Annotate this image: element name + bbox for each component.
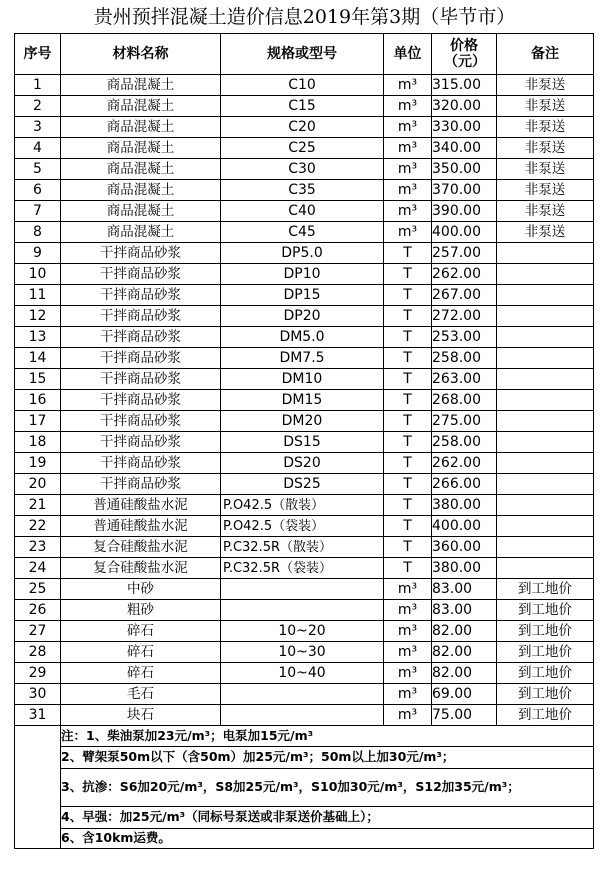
price: 400.00: [432, 222, 497, 243]
material-name: 商品混凝土: [61, 117, 221, 138]
table-row: [15, 684, 594, 705]
remark: [497, 411, 594, 432]
spec-model: C30: [221, 159, 384, 180]
material-name: 普通硅酸盐水泥: [61, 495, 221, 516]
row-number: 29: [15, 663, 61, 684]
price-table: [14, 33, 594, 849]
material-name: 商品混凝土: [61, 222, 221, 243]
material-name: 干拌商品砂浆: [61, 264, 221, 285]
unit: m³: [384, 642, 432, 663]
spec-model: DP10: [221, 264, 384, 285]
spec-model: DM20: [221, 411, 384, 432]
unit: T: [384, 348, 432, 369]
page-title: 贵州预拌混凝土造价信息2019年第3期（毕节市）: [93, 6, 516, 28]
table-row: [15, 453, 594, 474]
material-name: 商品混凝土: [61, 75, 221, 96]
spec-model: [221, 579, 384, 600]
remark: [497, 327, 594, 348]
price: 370.00: [432, 180, 497, 201]
material-name: 商品混凝土: [61, 138, 221, 159]
note-spacer: [15, 768, 61, 806]
note-row: [15, 828, 594, 849]
remark: 非泵送: [497, 96, 594, 117]
row-number: 13: [15, 327, 61, 348]
header-unit: 单位: [384, 34, 432, 75]
price: 315.00: [432, 75, 497, 96]
unit: T: [384, 453, 432, 474]
table-row: [15, 411, 594, 432]
material-name: 普通硅酸盐水泥: [61, 516, 221, 537]
table-row: [15, 159, 594, 180]
remark: 非泵送: [497, 201, 594, 222]
material-name: 毛石: [61, 684, 221, 705]
note-spacer: [15, 726, 61, 747]
row-number: 19: [15, 453, 61, 474]
note-text: 2、臂架泵50m以下（含50m）加25元/m³；50m以上加30元/m³；: [61, 746, 594, 768]
price: 380.00: [432, 558, 497, 579]
unit: m³: [384, 579, 432, 600]
remark: [497, 453, 594, 474]
note-text: 3、抗渗：S6加20元/m³，S8加25元/m³，S10加30元/m³，S12加35元/m³；: [61, 768, 594, 806]
price: 263.00: [432, 369, 497, 390]
unit: T: [384, 264, 432, 285]
row-number: 10: [15, 264, 61, 285]
material-name: 干拌商品砂浆: [61, 390, 221, 411]
price: 380.00: [432, 495, 497, 516]
row-number: 31: [15, 705, 61, 726]
header-note: 备注: [497, 34, 594, 75]
row-number: 27: [15, 621, 61, 642]
price: 350.00: [432, 159, 497, 180]
material-name: 干拌商品砂浆: [61, 243, 221, 264]
row-number: 8: [15, 222, 61, 243]
note-text: 6、含10km运费。: [61, 828, 594, 849]
price: 330.00: [432, 117, 497, 138]
remark: 非泵送: [497, 159, 594, 180]
note-text: 注：1、柴油泵加23元/m³；电泵加15元/m³: [61, 726, 594, 747]
material-name: 商品混凝土: [61, 201, 221, 222]
price: 262.00: [432, 264, 497, 285]
table-row: [15, 621, 594, 642]
price: 266.00: [432, 474, 497, 495]
spec-model: DM10: [221, 369, 384, 390]
header-price: [432, 34, 497, 75]
table-row: [15, 285, 594, 306]
row-number: 21: [15, 495, 61, 516]
spec-model: DM15: [221, 390, 384, 411]
unit: T: [384, 495, 432, 516]
table-row: [15, 243, 594, 264]
header-price-label: 价格（元）: [444, 38, 486, 70]
unit: T: [384, 537, 432, 558]
unit: m³: [384, 117, 432, 138]
material-name: 粗砂: [61, 600, 221, 621]
unit: m³: [384, 201, 432, 222]
remark: [497, 390, 594, 411]
row-number: 15: [15, 369, 61, 390]
note-row: [15, 768, 594, 806]
remark: [497, 264, 594, 285]
material-name: 复合硅酸盐水泥: [61, 537, 221, 558]
price: 258.00: [432, 348, 497, 369]
note-row: [15, 806, 594, 828]
material-name: 干拌商品砂浆: [61, 306, 221, 327]
unit: m³: [384, 600, 432, 621]
table-row: [15, 495, 594, 516]
table-row: [15, 75, 594, 96]
remark: 非泵送: [497, 138, 594, 159]
price: 257.00: [432, 243, 497, 264]
row-number: 16: [15, 390, 61, 411]
material-name: 碎石: [61, 642, 221, 663]
table-row: [15, 432, 594, 453]
remark: 到工地价: [497, 600, 594, 621]
unit: m³: [384, 705, 432, 726]
table-row: [15, 348, 594, 369]
material-name: 干拌商品砂浆: [61, 411, 221, 432]
row-number: 6: [15, 180, 61, 201]
material-name: 商品混凝土: [61, 159, 221, 180]
spec-model: DS15: [221, 432, 384, 453]
spec-model: 10~20: [221, 621, 384, 642]
price: 75.00: [432, 705, 497, 726]
table-row: [15, 642, 594, 663]
unit: T: [384, 369, 432, 390]
row-number: 24: [15, 558, 61, 579]
note-spacer: [15, 806, 61, 828]
price: 390.00: [432, 201, 497, 222]
remark: [497, 348, 594, 369]
price: 267.00: [432, 285, 497, 306]
material-name: 商品混凝土: [61, 96, 221, 117]
row-number: 20: [15, 474, 61, 495]
unit: T: [384, 390, 432, 411]
table-row: [15, 222, 594, 243]
table-row: [15, 600, 594, 621]
remark: [497, 495, 594, 516]
remark: 非泵送: [497, 222, 594, 243]
spec-model: C25: [221, 138, 384, 159]
price: 253.00: [432, 327, 497, 348]
row-number: 2: [15, 96, 61, 117]
remark: 非泵送: [497, 117, 594, 138]
table-row: [15, 327, 594, 348]
spec-model: [221, 684, 384, 705]
price: 272.00: [432, 306, 497, 327]
unit: m³: [384, 138, 432, 159]
material-name: 干拌商品砂浆: [61, 348, 221, 369]
row-number: 3: [15, 117, 61, 138]
row-number: 9: [15, 243, 61, 264]
price: 360.00: [432, 537, 497, 558]
material-name: 商品混凝土: [61, 180, 221, 201]
price: 83.00: [432, 579, 497, 600]
unit: T: [384, 285, 432, 306]
remark: [497, 285, 594, 306]
header-name: 材料名称: [61, 34, 221, 75]
remark: [497, 537, 594, 558]
table-row: [15, 201, 594, 222]
spec-model: C40: [221, 201, 384, 222]
unit: m³: [384, 180, 432, 201]
material-name: 干拌商品砂浆: [61, 432, 221, 453]
remark: 到工地价: [497, 705, 594, 726]
spec-model: C35: [221, 180, 384, 201]
remark: 非泵送: [497, 180, 594, 201]
spec-model: 10~30: [221, 642, 384, 663]
spec-model: P.O42.5（散装）: [221, 495, 384, 516]
price: 82.00: [432, 642, 497, 663]
spec-model: C20: [221, 117, 384, 138]
price: 400.00: [432, 516, 497, 537]
spec-model: DP15: [221, 285, 384, 306]
remark: 到工地价: [497, 663, 594, 684]
price: 82.00: [432, 621, 497, 642]
spec-model: P.C32.5R（袋装）: [221, 558, 384, 579]
remark: [497, 432, 594, 453]
unit: m³: [384, 222, 432, 243]
row-number: 1: [15, 75, 61, 96]
remark: [497, 243, 594, 264]
unit: T: [384, 432, 432, 453]
unit: m³: [384, 663, 432, 684]
remark: 到工地价: [497, 621, 594, 642]
spec-model: C10: [221, 75, 384, 96]
table-row: [15, 306, 594, 327]
price: 69.00: [432, 684, 497, 705]
notes-body: [15, 726, 594, 849]
unit: T: [384, 558, 432, 579]
price: 262.00: [432, 453, 497, 474]
spec-model: [221, 600, 384, 621]
header-spec: 规格或型号: [221, 34, 384, 75]
price: 268.00: [432, 390, 497, 411]
material-name: 碎石: [61, 663, 221, 684]
price: 320.00: [432, 96, 497, 117]
spec-model: C45: [221, 222, 384, 243]
remark: 到工地价: [497, 684, 594, 705]
spec-model: DP5.0: [221, 243, 384, 264]
table-row: [15, 369, 594, 390]
row-number: 11: [15, 285, 61, 306]
unit: m³: [384, 96, 432, 117]
table-row: [15, 180, 594, 201]
remark: 非泵送: [497, 75, 594, 96]
note-spacer: [15, 746, 61, 768]
table-row: [15, 138, 594, 159]
spec-model: [221, 705, 384, 726]
row-number: 14: [15, 348, 61, 369]
material-name: 复合硅酸盐水泥: [61, 558, 221, 579]
table-row: [15, 579, 594, 600]
material-name: 干拌商品砂浆: [61, 369, 221, 390]
note-spacer: [15, 828, 61, 849]
row-number: 25: [15, 579, 61, 600]
unit: T: [384, 327, 432, 348]
material-name: 块石: [61, 705, 221, 726]
spec-model: DM5.0: [221, 327, 384, 348]
row-number: 23: [15, 537, 61, 558]
note-row: [15, 746, 594, 768]
row-number: 7: [15, 201, 61, 222]
unit: T: [384, 243, 432, 264]
price: 83.00: [432, 600, 497, 621]
row-number: 5: [15, 159, 61, 180]
row-number: 26: [15, 600, 61, 621]
row-number: 4: [15, 138, 61, 159]
remark: [497, 474, 594, 495]
material-name: 干拌商品砂浆: [61, 453, 221, 474]
spec-model: 10~40: [221, 663, 384, 684]
price: 258.00: [432, 432, 497, 453]
remark: 到工地价: [497, 579, 594, 600]
row-number: 12: [15, 306, 61, 327]
material-name: 碎石: [61, 621, 221, 642]
header-no: 序号: [15, 34, 61, 75]
unit: T: [384, 411, 432, 432]
spec-model: DS25: [221, 474, 384, 495]
unit: m³: [384, 621, 432, 642]
remark: [497, 558, 594, 579]
row-number: 22: [15, 516, 61, 537]
table-row: [15, 390, 594, 411]
row-number: 17: [15, 411, 61, 432]
unit: T: [384, 474, 432, 495]
note-text: 4、早强：加25元/m³（同标号泵送或非泵送价基础上）；: [61, 806, 594, 828]
row-number: 30: [15, 684, 61, 705]
unit: m³: [384, 75, 432, 96]
table-row: [15, 96, 594, 117]
spec-model: P.O42.5（袋装）: [221, 516, 384, 537]
table-row: [15, 264, 594, 285]
material-name: 干拌商品砂浆: [61, 285, 221, 306]
spec-model: P.C32.5R（散装）: [221, 537, 384, 558]
header-row: [15, 34, 594, 75]
unit: T: [384, 516, 432, 537]
table-row: [15, 516, 594, 537]
price: 340.00: [432, 138, 497, 159]
table-row: [15, 558, 594, 579]
spec-model: DM7.5: [221, 348, 384, 369]
price: 82.00: [432, 663, 497, 684]
table-row: [15, 537, 594, 558]
table-body: [15, 75, 594, 726]
spec-model: C15: [221, 96, 384, 117]
row-number: 18: [15, 432, 61, 453]
unit: T: [384, 306, 432, 327]
table-row: [15, 705, 594, 726]
material-name: 干拌商品砂浆: [61, 474, 221, 495]
remark: [497, 516, 594, 537]
remark: [497, 306, 594, 327]
material-name: 干拌商品砂浆: [61, 327, 221, 348]
row-number: 28: [15, 642, 61, 663]
table-row: [15, 663, 594, 684]
spec-model: DS20: [221, 453, 384, 474]
remark: [497, 369, 594, 390]
price: 275.00: [432, 411, 497, 432]
material-name: 中砂: [61, 579, 221, 600]
table-row: [15, 474, 594, 495]
table-row: [15, 117, 594, 138]
unit: m³: [384, 159, 432, 180]
unit: m³: [384, 684, 432, 705]
remark: 到工地价: [497, 642, 594, 663]
spec-model: DP20: [221, 306, 384, 327]
note-row: [15, 726, 594, 747]
